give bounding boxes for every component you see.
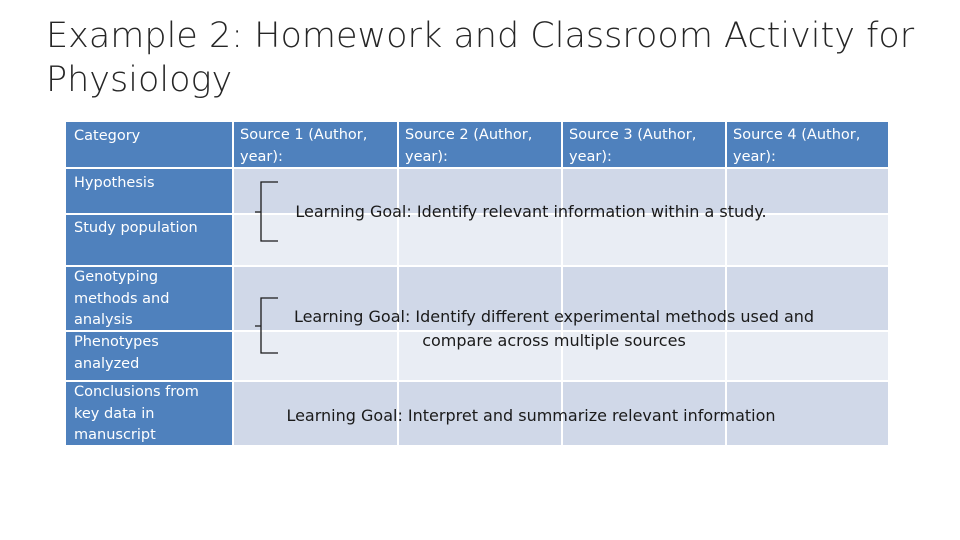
learning-goal-1: Learning Goal: Identify relevant information within a study.	[295, 202, 767, 221]
slide-title: Example 2: Homework and Classroom Activity for Physiology	[46, 16, 915, 100]
header-source-2: Source 2 (Author, year):	[399, 122, 561, 167]
learning-goal-3: Learning Goal: Interpret and summarize relevant information	[286, 406, 776, 425]
row-hypothesis: Hypothesis	[66, 169, 232, 213]
row-genotyping-methods: Genotyping methods and analysis	[66, 267, 232, 330]
header-source-4: Source 4 (Author, year):	[727, 122, 888, 167]
row-study-population: Study population	[66, 215, 232, 265]
row-conclusions: Conclusions from key data in manuscript	[66, 382, 232, 445]
row-phenotypes-analyzed: Phenotypes analyzed	[66, 332, 232, 380]
header-category: Category	[66, 122, 232, 167]
header-source-3: Source 3 (Author, year):	[563, 122, 725, 167]
learning-goal-2: Learning Goal: Identify different experimental methods used and compare across multiple sources	[293, 307, 815, 350]
header-source-1: Source 1 (Author, year):	[234, 122, 397, 167]
